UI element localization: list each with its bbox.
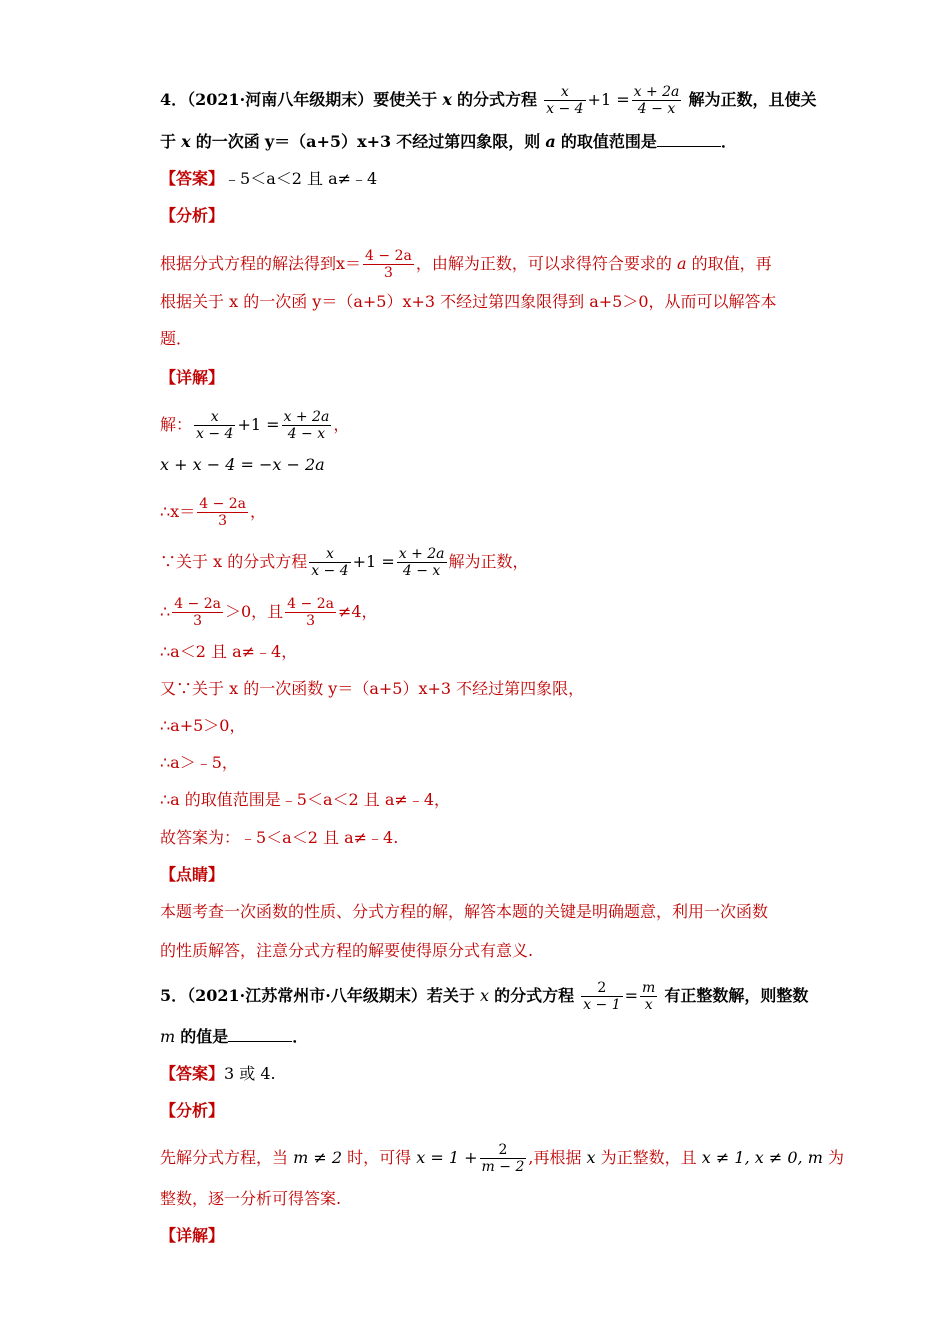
- q4-eq-lhs-fraction: $\frac{x}{x - 4}$: [546, 84, 584, 117]
- q4-detail-2: x + x − 4 = −x − 2a: [160, 455, 325, 474]
- q4-comment-1: 本题考查一次函数的性质、分式方程的解，解答本题的关键是明确题意，利用一次函数: [160, 902, 769, 921]
- comment-label: 【点睛】: [160, 865, 225, 884]
- q5-answer: [160, 1063, 276, 1085]
- answer-text: 3 或 4.: [224, 1064, 276, 1083]
- answer-label: 【答案】: [160, 169, 225, 188]
- q4-detail-8: ∴a+5＞0，: [160, 716, 246, 735]
- q5-analysis-fraction: $\frac{2}{m - 2}$: [481, 1142, 525, 1175]
- q5-eq-lhs-fraction: $\frac{2}{x - 1}$: [583, 980, 621, 1013]
- q4-function: y＝（a+5）x+3: [264, 132, 392, 151]
- q5-eq-rhs-fraction: $\frac{m}{x}$: [642, 980, 656, 1013]
- q4-stem-line2: 于 x 的一次函 y＝（a+5）x+3 不经过第四象限，则 a 的取值范围是 ．: [160, 132, 737, 151]
- q5-number: 5．: [160, 986, 188, 1005]
- q4-answer: [160, 168, 377, 190]
- q4-detail-1: 解： $\frac{x}{x - 4}$ +1 = $\frac{x + 2a}{4 - x}$ ，: [160, 409, 350, 442]
- q4-source: （2021·河南八年级期末）: [187, 90, 374, 109]
- q4-number: 4．: [160, 90, 188, 109]
- q5-analysis-line2: 整数，逐一分析可得答案.: [160, 1189, 342, 1208]
- analysis-fraction: $\frac{4 - 2a}{3}$: [365, 248, 412, 281]
- q4-detail-7: 又∵关于 x 的一次函数 y＝（a+5）x+3 不经过第四象限，: [160, 679, 585, 698]
- q4-detail-6: ∴a＜2 且 a≠﹣4，: [160, 642, 298, 661]
- q4-answer-blank: [657, 132, 721, 147]
- q5-analysis-line1: 先解分式方程，当 m ≠ 2 时，可得 x = 1 + $\frac{2}{m - 2}$ ,再根据 x 为正整数，且 x ≠ 1, x ≠ 0, m 为: [160, 1142, 844, 1175]
- q4-detail-3: ∴x＝ $\frac{4 - 2a}{3}$ ，: [160, 496, 267, 529]
- q4-detail-10: ∴a 的取值范围是﹣5＜a＜2 且 a≠﹣4，: [160, 790, 451, 809]
- q5-answer-blank: [228, 1027, 292, 1042]
- q5-source: （2021·江苏常州市·八年级期末）: [187, 986, 427, 1005]
- q4-detail-5: ∴ $\frac{4 - 2a}{3}$ ＞0，且 $\frac{4 - 2a}{3}$ ≠4，: [160, 596, 378, 629]
- q4-analysis-line2: 根据关于 x 的一次函 y＝（a+5）x+3 不经过第四象限得到 a+5＞0，从而可以解答本: [160, 292, 777, 311]
- q4-analysis-line3: 题．: [160, 329, 193, 348]
- q4-comment-2: 的性质解答，注意分式方程的解要使得原分式有意义.: [160, 941, 534, 960]
- q4-stem-line1: 4．（2021·河南八年级期末）要使关于 x 的分式方程 $\frac{x}{x - 4}$ +1 = $\frac{x + 2a}{4 - x}$ 解为正数，且使关: [160, 84, 817, 117]
- detail-label: 【详解】: [160, 368, 225, 387]
- q5-stem-line2: m 的值是 ．: [160, 1027, 309, 1046]
- q4-detail-4: ∵关于 x 的分式方程 $\frac{x}{x - 4}$ +1 = $\frac{x + 2a}{4 - x}$ 解为正数，: [160, 546, 529, 579]
- analysis-label: 【分析】: [160, 206, 225, 225]
- analysis-label: 【分析】: [160, 1101, 225, 1120]
- q5-stem-line1: 5．（2021·江苏常州市·八年级期末）若关于 x 的分式方程 $\frac{2}{x - 1}$ = $\frac{m}{x}$ 有正整数解，则整数: [160, 980, 809, 1013]
- answer-label: 【答案】: [160, 1064, 225, 1083]
- q4-analysis-line1: 根据分式方程的解法得到x＝ $\frac{4 - 2a}{3}$ ，由解为正数，可以求得符合要求的 a 的取值，再: [160, 248, 772, 281]
- detail-label: 【详解】: [160, 1226, 225, 1245]
- q4-detail-9: ∴a＞﹣5，: [160, 753, 238, 772]
- q4-detail-11: 故答案为：﹣5＜a＜2 且 a≠﹣4.: [160, 828, 399, 847]
- answer-text: ﹣5＜a＜2 且 a≠﹣4: [224, 169, 378, 188]
- q4-eq-rhs-fraction: $\frac{x + 2a}{4 - x}$: [633, 84, 680, 117]
